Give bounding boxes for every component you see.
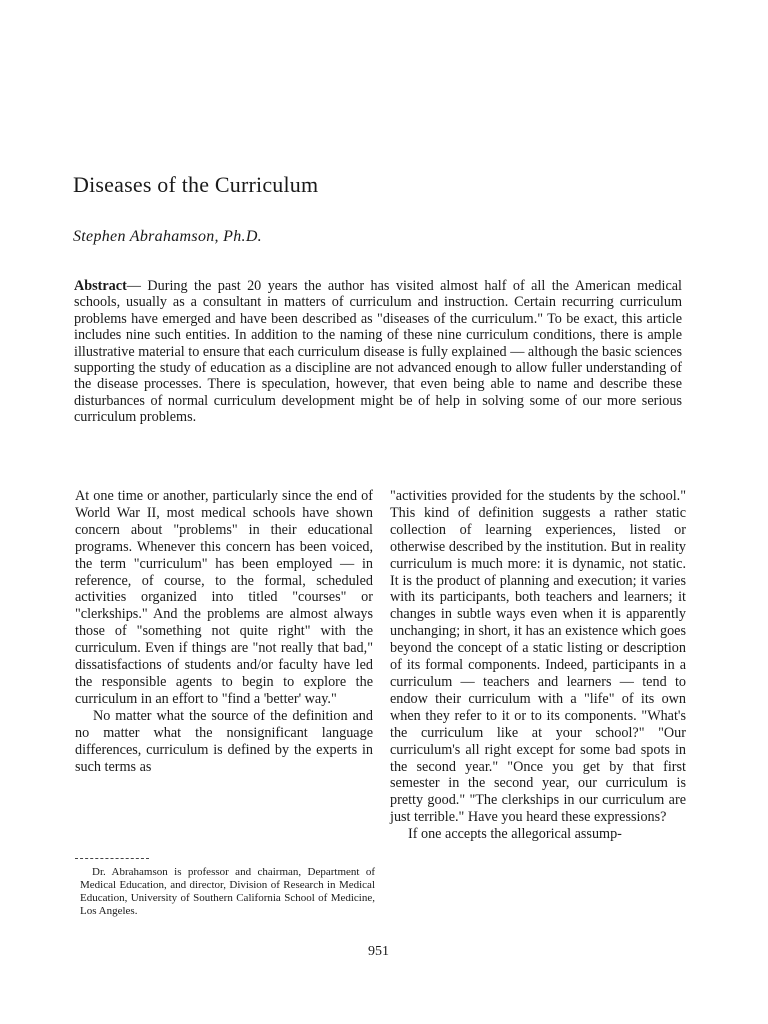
body-paragraph: At one time or another, particularly since the end of World War II, most medical schools have shown concern about "problems" in their educational programs. Whenever this concern has been voiced, the term "curriculum" has been employed — in reference, of course, to the formal, scheduled activities organized into titled "courses" or "clerkships." And the problems are almost always those of "something not quite right" with the curriculum. Even if things are "not really that bad," dissatisfactions of students and/or faculty have led the responsible agents to begin to explore the curriculum in an effort to "find a 'better' way.": [75, 488, 373, 707]
abstract-text: — During the past 20 years the author has visited almost half of all the American medical schools, usually as a consultant in matters of curriculum and instruction. Certain recurring curriculum problems have emerged and have been described as "diseases of the curriculum." To be exact, this article includes nine such entities. In addition to the naming of these nine curriculum conditions, there is ample illustrative material to ensure that each curriculum disease is fully explained — although the basic sciences supporting the study of education as a discipline are not advanced enough to allow fuller understanding of the disease processes. There is speculation, however, that even being able to name and describe these disturbances of normal curriculum development might be of help in solving some of our more serious curriculum problems.: [74, 278, 682, 426]
left-column: [75, 488, 373, 775]
footnote-divider: [75, 858, 149, 859]
article-title: Diseases of the Curriculum: [73, 172, 319, 197]
author-footnote: Dr. Abrahamson is professor and chairman, Department of Medical Education, and director, Division of Research in Medical Education, University of Southern California School of Medicine, Los Angeles.: [80, 866, 375, 917]
abstract: [74, 278, 682, 426]
page-number: 951: [368, 944, 389, 959]
body-paragraph: "activities provided for the students by the school." This kind of definition suggests a rather static collection of learning experiences, listed or otherwise described by the institution. But in reality curriculum is much more: it is dynamic, not static. It is the product of planning and execution; it varies with its participants, both teachers and learners; it changes in subtle ways even when it is apparently unchanging; in short, it has an existence which goes beyond the concept of a static listing or description of its formal components. Indeed, participants in a curriculum — teachers and learners — tend to endow their curriculum with a "life" of its own when they refer to it or to its components. "What's the curriculum like at your school?" "Our curriculum's all right except for some bad spots in the second year." "Once you get by that first semester in the second year, our curriculum is pretty good." "The clerkships in our curriculum are just terrible." Have you heard these expressions?: [390, 488, 686, 826]
abstract-label: Abstract: [74, 278, 127, 294]
article-author: Stephen Abrahamson, Ph.D.: [73, 228, 262, 245]
body-paragraph: If one accepts the allegorical assump-: [408, 826, 622, 843]
right-column: [390, 488, 686, 843]
body-paragraph: No matter what the source of the definition and no matter what the nonsignificant language differences, curriculum is defined by the experts in such terms as: [75, 707, 373, 775]
